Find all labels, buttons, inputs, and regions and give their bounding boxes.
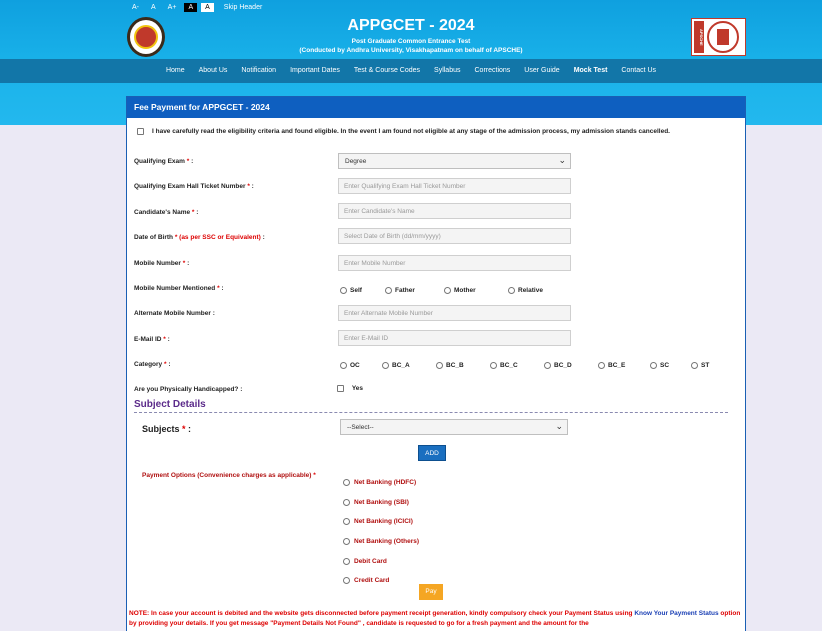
payment-sbi-label: Net Banking (SBI) bbox=[354, 498, 409, 506]
mobile-self-label: Self bbox=[350, 287, 362, 294]
font-normal-button[interactable]: A bbox=[151, 4, 156, 11]
payment-debit-card-option[interactable] bbox=[343, 551, 419, 571]
mobile-mother-option[interactable] bbox=[444, 287, 508, 294]
mobile-mother-label: Mother bbox=[454, 287, 476, 294]
nav-contact-us[interactable]: Contact Us bbox=[621, 67, 657, 74]
main-nav bbox=[0, 59, 822, 83]
subjects-value: --Select-- bbox=[347, 424, 374, 431]
category-label: Category * : bbox=[134, 361, 171, 368]
nav-notification[interactable]: Notification bbox=[241, 67, 277, 74]
mobile-relative-option[interactable] bbox=[508, 287, 543, 294]
mobile-mentioned-label: Mobile Number Mentioned * : bbox=[134, 285, 224, 292]
payment-credit-card-label: Credit Card bbox=[354, 577, 390, 585]
payment-options-label-text: Payment Options (Convenience charges as applicable) bbox=[142, 472, 312, 479]
category-st-option[interactable] bbox=[691, 362, 709, 369]
qualifying-exam-value: Degree bbox=[345, 158, 367, 165]
subject-divider bbox=[134, 412, 728, 413]
category-options bbox=[340, 362, 709, 369]
know-your-link-text: Know Your bbox=[634, 610, 669, 617]
ph-label: Are you Physically Handicapped? : bbox=[134, 386, 243, 393]
payment-sbi-option[interactable] bbox=[343, 493, 419, 513]
site-title: APPGCET - 2024 bbox=[347, 17, 475, 34]
category-label-text: Category bbox=[134, 361, 163, 368]
category-sc-option[interactable] bbox=[650, 362, 691, 369]
nav-mock-test[interactable]: Mock Test bbox=[573, 67, 608, 74]
dob-input[interactable]: Select Date of Birth (dd/mm/yyyy) bbox=[338, 228, 571, 244]
category-st-label: ST bbox=[701, 362, 710, 369]
mobile-relative-label: Relative bbox=[518, 287, 543, 294]
declaration-text: I have carefully read the eligibility criteria and found eligible. In the event I am found not eligible at any stage of the admission process, my admission stands cancelled. bbox=[152, 128, 670, 135]
category-oc-option[interactable] bbox=[340, 362, 382, 369]
nav-test-course-codes[interactable]: Test & Course Codes bbox=[353, 67, 421, 74]
apsche-logo bbox=[691, 18, 746, 56]
subjects-label-text: Subjects bbox=[142, 424, 180, 434]
payment-others-option[interactable] bbox=[343, 532, 419, 552]
pay-button[interactable]: Pay bbox=[419, 584, 443, 600]
qualifying-exam-label-text: Qualifying Exam bbox=[134, 158, 185, 165]
payment-status-link-text: Payment Status bbox=[669, 610, 719, 617]
payment-options-label: Payment Options (Convenience charges as applicable) * bbox=[142, 472, 316, 479]
ph-checkbox[interactable] bbox=[337, 385, 344, 392]
nav-about-us[interactable]: About Us bbox=[198, 67, 228, 74]
subjects-select[interactable] bbox=[340, 419, 568, 435]
know-your-payment-status-link[interactable] bbox=[634, 610, 718, 617]
payment-note bbox=[129, 609, 747, 628]
candidate-name-input[interactable]: Enter Candidate's Name bbox=[338, 203, 571, 219]
hall-ticket-label: Qualifying Exam Hall Ticket Number * : bbox=[134, 183, 254, 190]
payment-hdfc-option[interactable] bbox=[343, 473, 419, 493]
subtitle-line-2: (Conducted by Andhra University, Visakhapatnam on behalf of APSCHE) bbox=[299, 47, 523, 54]
qualifying-exam-select[interactable] bbox=[338, 153, 571, 169]
category-bc-c-label: BC_C bbox=[500, 362, 518, 369]
dob-note: (as per SSC or Equivalent) bbox=[179, 234, 261, 241]
payment-debit-card-label: Debit Card bbox=[354, 557, 387, 565]
mobile-self-option[interactable] bbox=[340, 287, 385, 294]
category-bc-c-option[interactable] bbox=[490, 362, 544, 369]
category-sc-label: SC bbox=[660, 362, 670, 369]
dob-label: Date of Birth * (as per SSC or Equivalent) : bbox=[134, 234, 265, 241]
alt-mobile-label: Alternate Mobile Number : bbox=[134, 310, 215, 317]
dark-contrast-button[interactable]: A bbox=[184, 3, 197, 12]
mobile-mentioned-options bbox=[340, 287, 543, 294]
panel-title: Fee Payment for APPGCET - 2024 bbox=[127, 97, 745, 118]
candidate-name-label-text: Candidate's Name bbox=[134, 209, 191, 216]
payment-note-text-1: NOTE: In case your account is debited and the website gets disconnected before payment receipt generation, kindly compulsory check your Payment Status using bbox=[129, 610, 635, 617]
font-increase-button[interactable]: A+ bbox=[167, 4, 177, 11]
light-contrast-button[interactable]: A bbox=[201, 3, 214, 12]
subtitle-line-1: Post Graduate Common Entrance Test bbox=[351, 38, 471, 45]
apsche-logo-text: APSCHE bbox=[694, 21, 704, 53]
alt-mobile-label-text: Alternate Mobile Number bbox=[134, 310, 211, 317]
subjects-label: Subjects * : bbox=[142, 424, 192, 434]
dob-label-text: Date of Birth bbox=[134, 234, 173, 241]
qualifying-exam-label: Qualifying Exam * : bbox=[134, 158, 194, 165]
add-subject-button[interactable]: ADD bbox=[418, 445, 446, 461]
mobile-label-text: Mobile Number bbox=[134, 260, 181, 267]
nav-user-guide[interactable]: User Guide bbox=[524, 67, 560, 74]
payment-note-text-2: option by providing your details. If you get message "Payment Details Not Found" , candidate is requested to go for a fresh payment and the amount for the bbox=[129, 610, 741, 627]
subject-details-heading: Subject Details bbox=[134, 399, 206, 410]
category-bc-d-label: BC_D bbox=[554, 362, 572, 369]
declaration-checkbox[interactable] bbox=[137, 128, 144, 135]
category-bc-e-option[interactable] bbox=[598, 362, 650, 369]
email-label-text: E-Mail ID bbox=[134, 336, 162, 343]
email-input[interactable]: Enter E-Mail ID bbox=[338, 330, 571, 346]
nav-home[interactable]: Home bbox=[165, 67, 185, 74]
email-label: E-Mail ID * : bbox=[134, 336, 170, 343]
category-bc-b-option[interactable] bbox=[436, 362, 490, 369]
fee-payment-panel bbox=[126, 96, 746, 631]
mobile-input[interactable]: Enter Mobile Number bbox=[338, 255, 571, 271]
payment-icici-label: Net Banking (ICICI) bbox=[354, 518, 413, 526]
mobile-father-label: Father bbox=[395, 287, 415, 294]
skip-header-link[interactable]: Skip Header bbox=[223, 4, 263, 11]
alt-mobile-input[interactable]: Enter Alternate Mobile Number bbox=[338, 305, 571, 321]
nav-syllabus[interactable]: Syllabus bbox=[434, 67, 461, 74]
chevron-down-icon: ⌄ bbox=[555, 421, 563, 431]
payment-icici-option[interactable] bbox=[343, 512, 419, 532]
category-bc-e-label: BC_E bbox=[608, 362, 626, 369]
hall-ticket-label-text: Qualifying Exam Hall Ticket Number bbox=[134, 183, 246, 190]
payment-credit-card-option[interactable] bbox=[343, 571, 419, 591]
candidate-name-label: Candidate's Name * : bbox=[134, 209, 199, 216]
category-bc-a-label: BC_A bbox=[392, 362, 410, 369]
font-decrease-button[interactable]: A- bbox=[132, 4, 139, 11]
mobile-mentioned-label-text: Mobile Number Mentioned bbox=[134, 285, 216, 292]
mobile-father-option[interactable] bbox=[385, 287, 444, 294]
ph-option[interactable] bbox=[337, 385, 363, 392]
nav-important-dates[interactable]: Important Dates bbox=[290, 67, 340, 74]
declaration-row bbox=[137, 128, 670, 135]
payment-options bbox=[343, 473, 419, 591]
payment-hdfc-label: Net Banking (HDFC) bbox=[354, 479, 417, 487]
category-bc-d-option[interactable] bbox=[544, 362, 598, 369]
accessibility-bar bbox=[128, 3, 262, 12]
category-bc-b-label: BC_B bbox=[446, 362, 464, 369]
nav-corrections[interactable]: Corrections bbox=[474, 67, 511, 74]
category-oc-label: OC bbox=[350, 362, 360, 369]
apsche-seal-icon bbox=[707, 21, 739, 53]
category-bc-a-option[interactable] bbox=[382, 362, 436, 369]
hall-ticket-input[interactable]: Enter Qualifying Exam Hall Ticket Number bbox=[338, 178, 571, 194]
ph-option-label: Yes bbox=[351, 385, 364, 392]
chevron-down-icon: ⌄ bbox=[558, 155, 566, 165]
payment-others-label: Net Banking (Others) bbox=[354, 538, 420, 546]
mobile-label: Mobile Number * : bbox=[134, 260, 190, 267]
